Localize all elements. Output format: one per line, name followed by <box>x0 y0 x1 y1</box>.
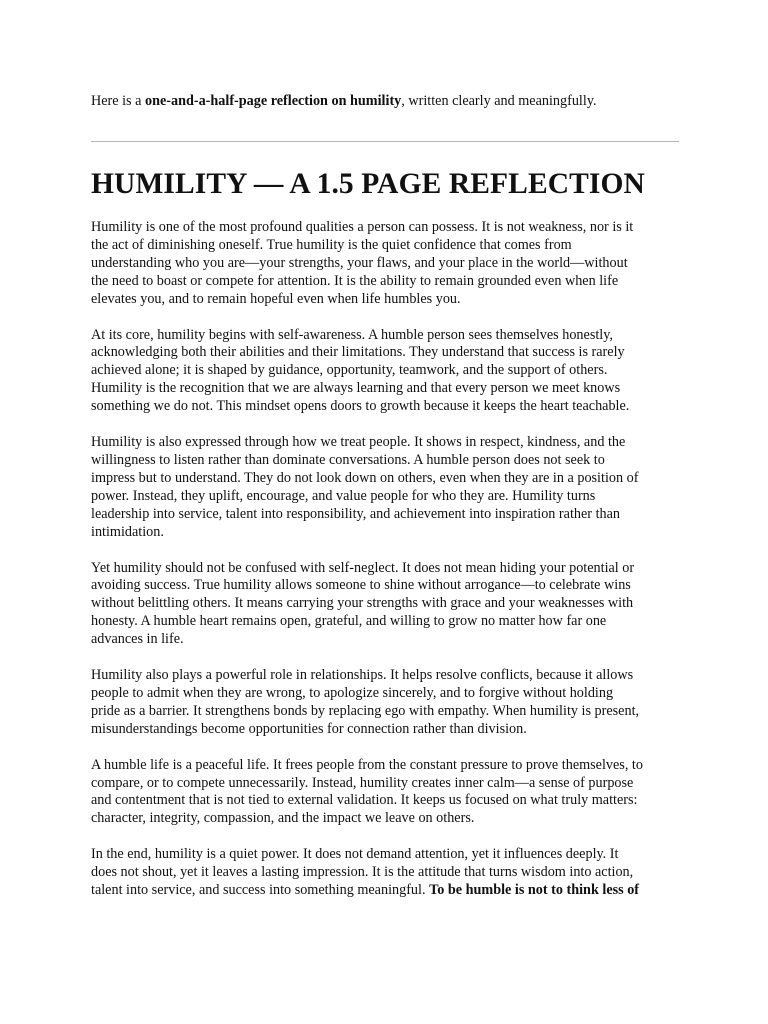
paragraph-line: pride as a barrier. It strengthens bonds by replacing ego with empathy. When humility is present, <box>91 702 640 719</box>
paragraph-line: willingness to listen rather than dominate conversations. A humble person does not seek to <box>91 451 605 468</box>
horizontal-divider <box>91 141 679 142</box>
paragraph-line: avoiding success. True humility allows someone to shine without arrogance—to celebrate wins <box>91 577 631 594</box>
paragraph <box>91 560 679 650</box>
intro-bold-phrase: one-and-a-half-page reflection on humility <box>144 93 402 109</box>
paragraph-line: In the end, humility is a quiet power. It does not demand attention, yet it influences deeply. It <box>91 846 619 863</box>
paragraph-line: power. Instead, they uplift, encourage, and value people for who they are. Humility turns <box>91 487 596 504</box>
paragraph-line <box>91 882 679 900</box>
paragraph-line: understanding who you are—your strengths, your flaws, and your place in the world—without <box>91 254 628 271</box>
paragraph-line: elevates you, and to remain hopeful even when life humbles you. <box>91 290 461 307</box>
paragraph-line: Humility is also expressed through how we treat people. It shows in respect, kindness, and the <box>91 434 626 451</box>
paragraph-line: does not shout, yet it leaves a lasting impression. It is the attitude that turns wisdom into action, <box>91 864 634 881</box>
paragraph-line: advances in life. <box>91 631 184 648</box>
paragraph-line: Humility is one of the most profound qualities a person can possess. It is not weakness, nor is it <box>91 219 634 235</box>
paragraph-line: the act of diminishing oneself. True humility is the quiet confidence that comes from <box>91 236 572 253</box>
line-text: talent into service, and success into something meaningful. <box>91 882 430 899</box>
intro-prefix: Here is a <box>91 93 145 109</box>
paragraph-line: A humble life is a peaceful life. It frees people from the constant pressure to prove themselves, to <box>91 756 643 773</box>
paragraph-line: Humility also plays a powerful role in relationships. It helps resolve conflicts, because it allows <box>91 667 634 684</box>
paragraph <box>91 327 679 417</box>
paragraph-line: acknowledging both their abilities and their limitations. They understand that success is rarely <box>91 344 625 361</box>
intro-line <box>91 92 679 110</box>
paragraph-line: something we do not. This mindset opens doors to growth because it keeps the heart teachable. <box>91 398 630 415</box>
paragraph-line: achieved alone; it is shaped by guidance, opportunity, teamwork, and the support of others. <box>91 362 608 379</box>
paragraph-line: honesty. A humble heart remains open, grateful, and willing to grow no matter how far one <box>91 613 607 630</box>
paragraph <box>91 757 679 829</box>
paragraph-line: without belittling others. It means carrying your strengths with grace and your weaknesses with <box>91 595 634 612</box>
page-title: HUMILITY — A 1.5 PAGE REFLECTION <box>91 168 645 200</box>
paragraph-line: people to admit when they are wrong, to apologize sincerely, and to forgive without holding <box>91 684 614 701</box>
paragraph-line: Yet humility should not be confused with self-neglect. It does not mean hiding your potential or <box>91 559 635 576</box>
paragraph-line: compare, or to compete unnecessarily. Instead, humility creates inner calm—a sense of purpose <box>91 774 634 791</box>
paragraph-line: and contentment that is not tied to external validation. It keeps us focused on what truly matters: <box>91 792 638 809</box>
reflection-body <box>91 219 679 918</box>
paragraph-line: impress but to understand. They do not look down on others, even when they are in a position of <box>91 469 639 486</box>
paragraph <box>91 434 679 541</box>
intro-suffix: , written clearly and meaningfully. <box>401 93 597 109</box>
paragraph-line: character, integrity, compassion, and the impact we leave on others. <box>91 810 475 827</box>
paragraph-line: leadership into service, talent into responsibility, and achievement into inspiration rather than <box>91 505 620 522</box>
paragraph-line: intimidation. <box>91 523 164 540</box>
paragraph-line: misunderstandings become opportunities for connection rather than division. <box>91 720 527 737</box>
closing-bold-statement: To be humble is not to think less of <box>429 882 640 899</box>
paragraph-line: At its core, humility begins with self-awareness. A humble person sees themselves honestly, <box>91 326 613 343</box>
paragraph <box>91 219 679 309</box>
paragraph-line: the need to boast or compete for attention. It is the ability to remain grounded even when life <box>91 272 619 289</box>
paragraph <box>91 846 679 900</box>
paragraph-line: Humility is the recognition that we are always learning and that every person we meet knows <box>91 380 621 397</box>
paragraph <box>91 667 679 739</box>
